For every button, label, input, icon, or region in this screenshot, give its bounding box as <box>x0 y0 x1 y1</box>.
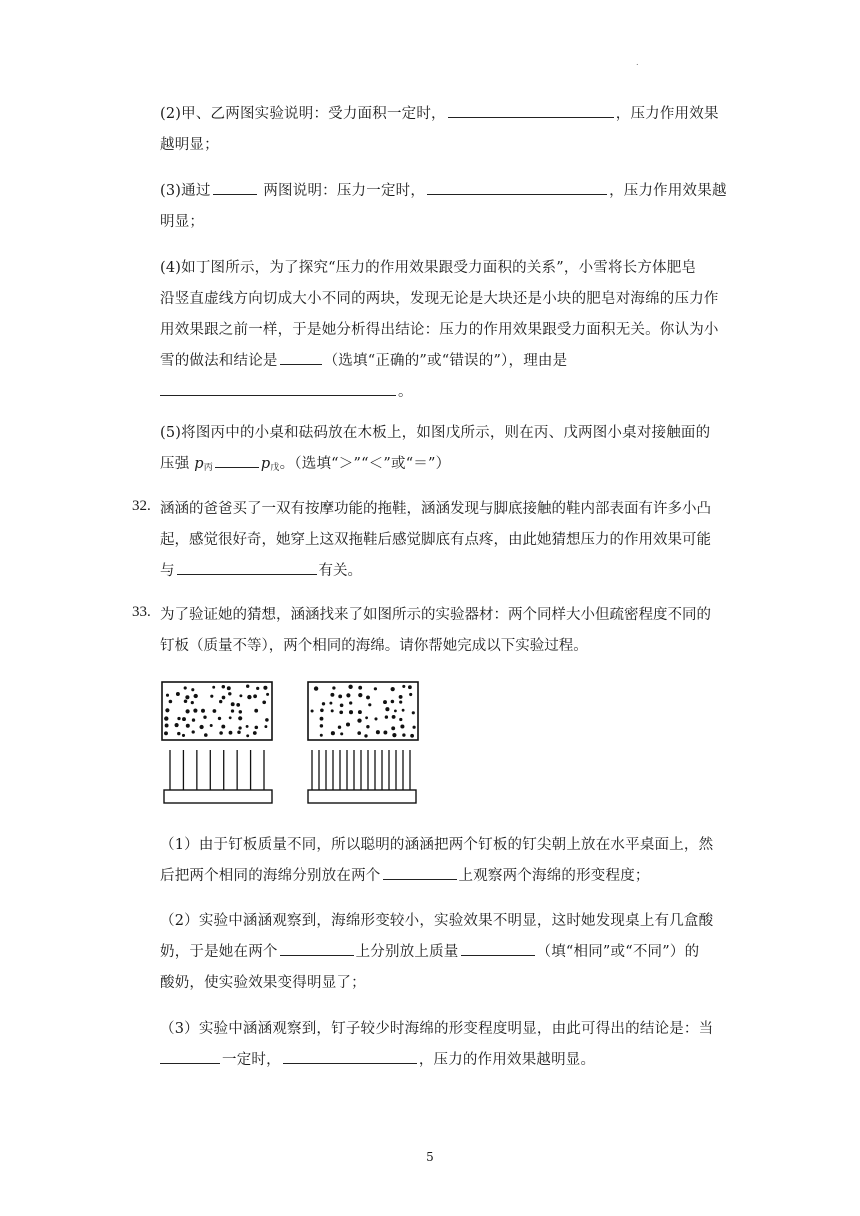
sponge-pore <box>365 716 368 719</box>
sponge-pore <box>246 725 249 728</box>
sponge-pore <box>238 716 242 720</box>
sponge-pore <box>385 707 389 711</box>
sponge-pore <box>332 686 335 689</box>
sponge-pore <box>320 724 323 727</box>
subscript-wu: 戊 <box>270 463 280 473</box>
sponge-pore <box>231 702 235 706</box>
sponge-pore <box>229 716 232 719</box>
sponge-pore <box>346 722 350 726</box>
answer-blank[interactable] <box>280 350 322 365</box>
sponge-pore <box>402 709 405 712</box>
q31-part4-line3: 用效果跟之前一样，于是她分析得出结论：压力的作用效果跟受力面积无关。你认为小 <box>160 322 719 338</box>
sponge-pore <box>338 694 342 698</box>
sponge-pore <box>184 700 188 704</box>
sponge-pore <box>376 730 380 734</box>
sponge-pore <box>201 709 205 713</box>
sponge-pore <box>322 702 325 705</box>
sponge-pore <box>394 710 397 713</box>
q31-part3-text-a: (3)通过 <box>160 183 211 199</box>
sponge-pore <box>391 687 395 691</box>
sponge-pore <box>222 685 225 688</box>
sponge-pore <box>262 700 266 704</box>
sponge-pore <box>166 694 169 697</box>
sponge-pore <box>340 703 344 707</box>
sponge-pore <box>391 700 395 704</box>
sponge-pore <box>219 700 222 703</box>
sponge-pore <box>191 688 194 691</box>
sponge-pore <box>349 701 352 704</box>
sponge-pore <box>402 685 405 688</box>
q33-sub3 <box>160 1014 732 1076</box>
question-number-33: 33. <box>132 604 151 620</box>
sponge-pore <box>264 725 267 728</box>
sponge-pore <box>247 695 251 699</box>
sponge-pore <box>311 709 314 712</box>
sponge-pore <box>408 685 412 689</box>
q32-line3-b: 有关。 <box>318 563 362 579</box>
sponge-pore <box>392 715 396 719</box>
q31-part4-line1: (4)如丁图所示，为了探究“压力的作用效果跟受力面积的关系”，小雪将长方体肥皂 <box>160 260 697 276</box>
sponge-pore <box>237 730 241 734</box>
sponge-pore <box>399 701 402 704</box>
q32-line3-a: 与 <box>160 563 175 579</box>
sponge-pore <box>383 700 387 704</box>
sponge-pore <box>165 708 169 712</box>
sponge-right <box>308 682 418 740</box>
sponge-pore <box>320 734 323 737</box>
sponge-pore <box>391 726 395 730</box>
sponge-pore <box>184 686 187 689</box>
sponge-pore <box>366 695 370 699</box>
q33-sub2-line2 <box>160 937 732 968</box>
q31-part2-text-c: 越明显； <box>160 137 219 153</box>
sponge-pore <box>348 685 352 689</box>
sponge-pore <box>203 716 206 719</box>
q32-line1: 涵涵的爸爸买了一双有按摩功能的拖鞋，涵涵发现与脚底接触的鞋内部表面有许多小凸 <box>160 501 711 517</box>
sponge-pore <box>246 685 249 688</box>
answer-blank[interactable] <box>160 381 396 396</box>
q33-sub3-line2-a: 一定时， <box>222 1052 281 1068</box>
sponge-pore <box>368 703 371 706</box>
nail-board-left-base <box>164 790 272 803</box>
sponge-pore <box>164 731 168 735</box>
sponge-pore <box>175 723 179 727</box>
sponge-pore <box>366 725 369 728</box>
sponge-pore <box>331 709 334 712</box>
sponge-pore <box>399 718 402 721</box>
q31-part5-line2 <box>160 449 732 484</box>
sponge-pore <box>402 733 405 736</box>
q32-line2: 起，感觉很好奇，她穿上这双拖鞋后感觉脚底有点疼，由此她猜想压力的作用效果可能 <box>160 532 711 548</box>
sponge-pore <box>212 686 215 689</box>
pressure-symbol: p <box>194 456 204 472</box>
sponge-pore <box>199 725 203 729</box>
sponge-pore <box>364 734 367 737</box>
q33-sub3-line1: （3）实验中涵涵观察到，钉子较少时海绵的形变程度明显，由此可得出的结论是：当 <box>160 1021 714 1037</box>
sponge-pore <box>229 731 233 735</box>
nail-board-figure <box>160 680 420 808</box>
sponge-pore <box>255 726 259 730</box>
sponge-pore <box>339 710 343 714</box>
sponge-pore <box>213 709 217 713</box>
sponge-pore <box>239 694 242 697</box>
q31-part3 <box>160 176 732 238</box>
sponge-pore <box>194 694 198 698</box>
q31-part4-line4-a: 雪的做法和结论是 <box>160 353 278 369</box>
sponge-pore <box>239 710 242 713</box>
q33-sub1-line1: （1）由于钉板质量不同，所以聪明的涵涵把两个钉板的钉尖朝上放在水平桌面上，然 <box>160 837 714 853</box>
q33-sub1-line2-a: 后把两个相同的海绵分别放在两个 <box>160 868 381 884</box>
q31-part4 <box>160 253 732 408</box>
sponge-pore <box>357 731 361 735</box>
sponge-pore <box>182 717 186 721</box>
sponge-pore <box>340 732 343 735</box>
q31-part3-text-d: 明显； <box>160 214 205 230</box>
left-apparatus <box>162 682 272 803</box>
sponge-pore <box>399 695 403 699</box>
sponge-pore <box>265 718 269 722</box>
sponge-pore <box>169 700 173 704</box>
sponge-pore <box>320 717 324 721</box>
q33-sub2 <box>160 906 732 999</box>
q33-sub2-line2-a: 奶，于是她在两个 <box>160 944 278 960</box>
sponge-pore <box>221 725 225 729</box>
sponge-pore <box>192 730 195 733</box>
sponge-pore <box>385 715 388 718</box>
sponge-pore <box>186 709 190 713</box>
sponge-pore <box>204 733 208 737</box>
sponge-pore <box>164 716 168 720</box>
sponge-pore <box>253 731 257 735</box>
sponge-pore <box>314 686 318 690</box>
sponge-pore <box>192 718 195 721</box>
sponge-pore <box>412 726 415 729</box>
sponge-pore <box>253 694 257 698</box>
sponge-pore <box>228 692 231 695</box>
q32-line3 <box>160 556 732 587</box>
sponge-pore <box>358 710 362 714</box>
answer-blank[interactable] <box>215 453 259 468</box>
q33-sub1 <box>160 830 732 892</box>
sponge-pore <box>358 693 362 697</box>
sponge-pore <box>185 695 189 699</box>
answer-blank[interactable] <box>427 180 607 195</box>
answer-blank[interactable] <box>461 941 535 956</box>
nail-board-right-base <box>308 790 416 803</box>
sponge-pore <box>176 692 180 696</box>
question-number-32: 32. <box>132 498 151 514</box>
sponge-pore <box>193 709 197 713</box>
sponge-pore <box>392 733 396 737</box>
sponge-pore <box>186 724 190 728</box>
sponge-pore <box>357 718 361 722</box>
sponge-pore <box>222 696 226 700</box>
sponge-pore <box>191 701 194 704</box>
answer-blank[interactable] <box>283 1049 417 1064</box>
q31-part3-text-b: 两图说明：压力一定时， <box>258 183 426 199</box>
sponge-pore <box>349 710 353 714</box>
sponge-pore <box>338 725 341 728</box>
answer-blank[interactable] <box>448 103 614 118</box>
sponge-pore <box>346 693 350 697</box>
sponge-pore <box>374 717 377 720</box>
sponge-pore <box>330 693 334 697</box>
q31-part5 <box>160 418 732 484</box>
sponge-pore <box>412 711 415 714</box>
q31-part5-line2-a: 压强 <box>160 456 190 472</box>
sponge-pore <box>177 717 180 720</box>
q33-sub1-line2 <box>160 861 732 892</box>
q31-part5-line2-b: 。（选填“＞”“＜”或“＝”） <box>279 456 451 472</box>
q33-sub2-line2-b: 上分别放上质量 <box>355 944 459 960</box>
q33-line2: 钉板（质量不等），两个相同的海绵。请你帮她完成以下实验过程。 <box>160 638 588 654</box>
sponge-pore <box>329 702 332 705</box>
sponge-pore <box>177 732 180 735</box>
sponge-pore <box>236 703 240 707</box>
q33-sub2-line3: 酸奶，使实验效果变得明显了； <box>160 975 366 991</box>
sponge-pore <box>238 726 241 729</box>
right-apparatus <box>308 682 418 803</box>
pressure-symbol: p <box>260 456 271 472</box>
sponge-pore <box>256 687 259 690</box>
q31-part4-line5-end: 。 <box>398 384 413 400</box>
q31-part4-line4 <box>160 346 732 377</box>
answer-blank[interactable] <box>177 560 317 575</box>
answer-blank[interactable] <box>280 941 354 956</box>
q31-part2-text-a: (2)甲、乙两图实验说明：受力面积一定时， <box>160 106 446 122</box>
sponge-pore <box>383 731 387 735</box>
question-33 <box>160 600 732 662</box>
top-mark: . <box>636 58 639 67</box>
q31-part2 <box>160 99 732 161</box>
sponge-pore <box>246 734 249 737</box>
subscript-bing: 丙 <box>203 463 213 473</box>
q31-part2-text-b: ，压力作用效果 <box>615 106 719 122</box>
sponge-pore <box>254 709 258 713</box>
sponge-pore <box>182 734 185 737</box>
answer-blank[interactable] <box>213 180 257 195</box>
sponge-pore <box>374 687 377 690</box>
sponge-pore <box>410 734 414 738</box>
sponge-pore <box>210 695 213 698</box>
sponge-pore <box>331 731 335 735</box>
q31-part4-line5 <box>160 377 732 408</box>
q33-sub1-line2-b: 上观察两个海绵的形变程度； <box>458 868 650 884</box>
q33-sub2-line1: （2）实验中涵涵观察到，海绵形变较小，实验效果不明显，这时她发现桌上有几盒酸 <box>160 913 714 929</box>
q31-part5-line1: (5)将图丙中的小桌和砝码放在木板上，如图戊所示，则在丙、戊两图小桌对接触面的 <box>160 425 711 441</box>
sponge-pore <box>218 717 221 720</box>
page-number: 5 <box>426 1150 434 1164</box>
sponge-pore <box>165 724 169 728</box>
q31-part3-text-c: ，压力作用效果越 <box>609 183 727 199</box>
sponge-pore <box>263 686 267 690</box>
sponge-pore <box>227 686 231 690</box>
sponge-pore <box>266 693 269 696</box>
q33-sub3-line2 <box>160 1045 732 1076</box>
q33-line1: 为了验证她的猜想，涵涵找来了如图所示的实验器材：两个同样大小但疏密程度不同的 <box>160 607 711 623</box>
q31-part4-line4-b: （选填“正确的”或“错误的”），理由是 <box>323 353 568 369</box>
q33-sub2-line2-c: （填“相同”或“不同”）的 <box>536 944 700 960</box>
q31-part4-line2: 沿竖直虚线方向切成大小不同的两块，发现无论是大块还是小块的肥皂对海绵的压力作 <box>160 291 719 307</box>
nail-board-left-nails <box>170 750 264 790</box>
answer-blank[interactable] <box>383 865 457 880</box>
sponge-pore <box>320 709 324 713</box>
sponge-pore <box>219 731 223 735</box>
q33-sub3-line2-b: ，压力的作用效果越明显。 <box>418 1052 596 1068</box>
sponge-pore <box>231 709 234 712</box>
question-32 <box>160 494 732 587</box>
sponge-pore <box>400 724 404 728</box>
nail-board-right-nails <box>312 750 410 790</box>
answer-blank[interactable] <box>160 1049 220 1064</box>
sponge-pore <box>358 686 362 690</box>
sponge-pore <box>210 724 213 727</box>
sponge-pore <box>409 693 412 696</box>
